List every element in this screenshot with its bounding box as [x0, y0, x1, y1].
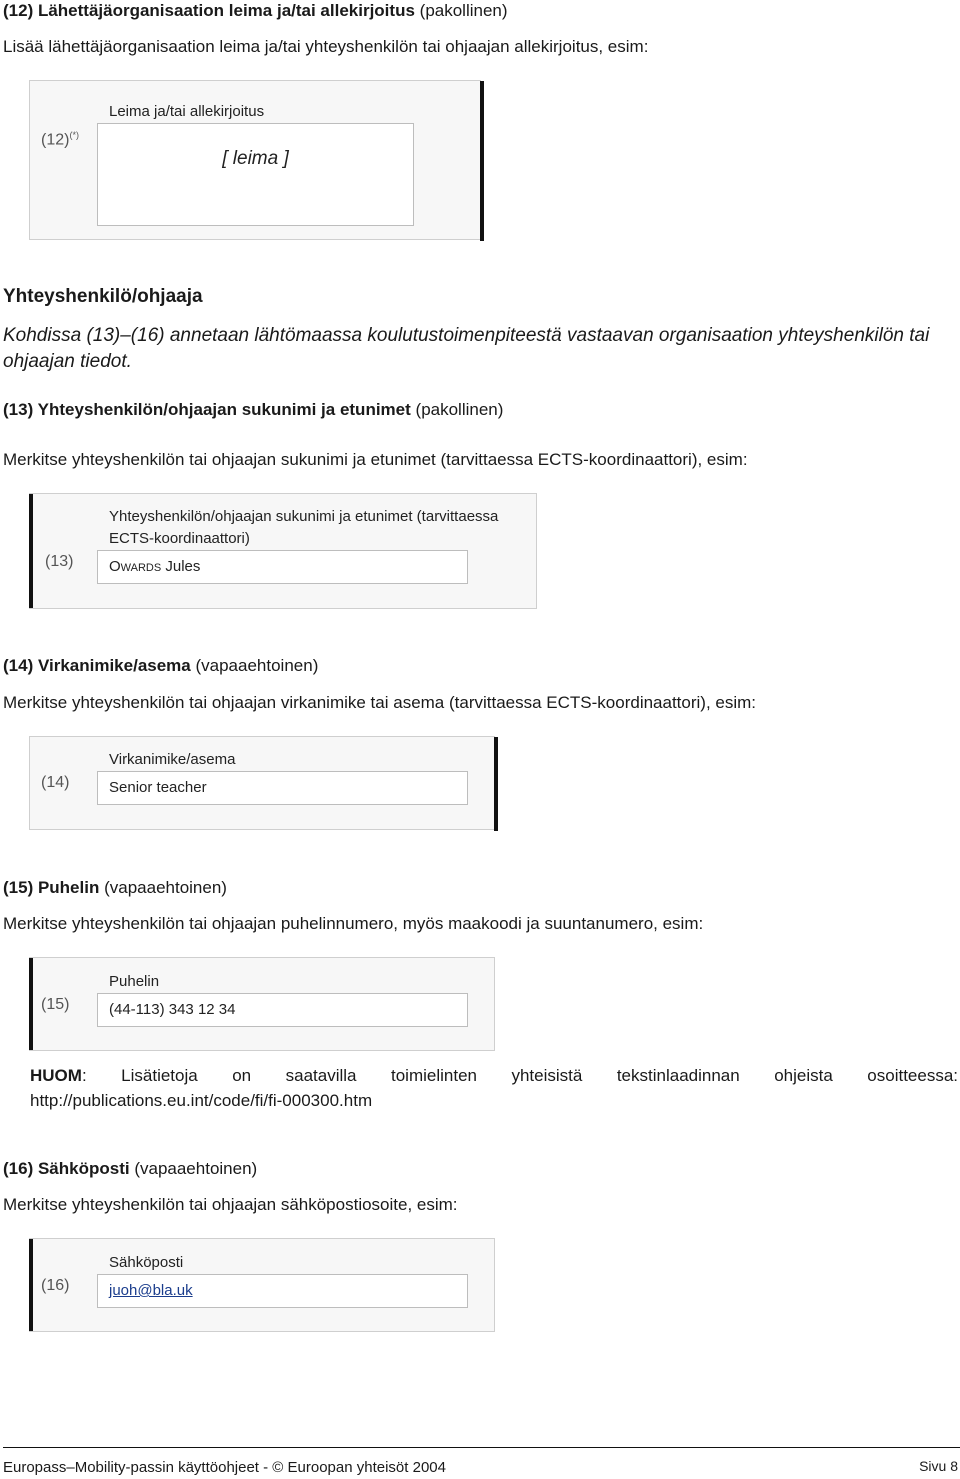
stamp-field-value: [ leima ] — [222, 148, 289, 169]
section-13-instruction: Merkitse yhteyshenkilön tai ohjaajan sukunimi ja etunimet (tarvittaessa ECTS-koordinaattori), esim: — [3, 450, 748, 469]
section-13-status: (pakollinen) — [415, 400, 504, 419]
contact-name-value: OWARDS Jules — [109, 558, 201, 575]
phone-field-label: Puhelin — [109, 973, 160, 990]
section-15-status: (vapaaehtoinen) — [104, 878, 227, 897]
note-url[interactable]: http://publications.eu.int/code/fi/fi-000300.htm — [30, 1091, 373, 1110]
section-16-title: (16) Sähköposti — [3, 1159, 130, 1178]
job-title-value: Senior teacher — [109, 779, 207, 796]
section-12-heading — [3, 1, 508, 21]
job-title-field[interactable] — [97, 771, 468, 805]
contact-name-example-box — [29, 493, 537, 609]
section-16-instruction: Merkitse yhteyshenkilön tai ohjaajan sähköpostiosoite, esim: — [3, 1195, 458, 1214]
box-number-14: (14) — [41, 774, 70, 791]
section-12-status: (pakollinen) — [419, 1, 508, 20]
section-12-title: (12) Lähettäjäorganisaation leima ja/tai allekirjoitus — [3, 1, 415, 20]
stamp-example-box — [29, 80, 481, 240]
section-14-heading — [3, 656, 318, 676]
stamp-field-label: Leima ja/tai allekirjoitus — [109, 103, 265, 120]
footer-right: Sivu 8 — [919, 1458, 958, 1474]
job-title-example-box — [29, 736, 495, 830]
phone-field[interactable] — [97, 993, 468, 1027]
box-number-12: (12)(*) — [41, 130, 79, 149]
contact-intro-line1: Kohdissa (13)–(16) annetaan lähtömaassa koulutustoimenpiteestä vastaavan organisaation yhteyshenkilön tai — [3, 325, 930, 346]
box-border-right — [480, 81, 484, 241]
phone-value: (44-113) 343 12 34 — [109, 1001, 236, 1018]
box-border-right — [494, 737, 498, 831]
phone-example-box — [29, 957, 495, 1051]
note-line — [30, 1066, 958, 1086]
contact-name-field-label-line2: ECTS-koordinaattori) — [109, 530, 250, 547]
email-value[interactable]: juoh@bla.uk — [109, 1282, 193, 1299]
section-16-status: (vapaaehtoinen) — [134, 1159, 258, 1178]
email-example-box — [29, 1238, 495, 1332]
section-16-heading — [3, 1159, 257, 1179]
contact-name-field-label-line1: Yhteyshenkilön/ohjaajan sukunimi ja etunimet (tarvittaessa — [109, 508, 499, 525]
job-title-field-label: Virkanimike/asema — [109, 751, 236, 768]
section-12-instruction: Lisää lähettäjäorganisaation leima ja/tai yhteyshenkilön tai ohjaajan allekirjoitus, esim: — [3, 37, 649, 56]
note-text: : Lisätietoja on saatavilla toimielinten yhteisistä tekstinlaadinnan ohjeista osoitteessa: — [81, 1066, 958, 1085]
contact-name-field[interactable] — [97, 550, 468, 584]
section-15-instruction: Merkitse yhteyshenkilön tai ohjaajan puhelinnumero, myös maakoodi ja suuntanumero, esim: — [3, 914, 704, 933]
note-label: HUOM — [30, 1066, 82, 1085]
section-15-title: (15) Puhelin — [3, 878, 100, 897]
box-border-left — [29, 1239, 33, 1331]
stamp-field[interactable] — [97, 123, 414, 226]
email-field[interactable] — [97, 1274, 468, 1308]
footer-divider — [3, 1447, 960, 1448]
footer-left: Europass–Mobility-passin käyttöohjeet - © Euroopan yhteisöt 2004 — [3, 1459, 446, 1476]
box-number-13: (13) — [45, 553, 74, 570]
contact-intro-line2: ohjaajan tiedot. — [3, 351, 132, 372]
box-number-16: (16) — [41, 1277, 70, 1294]
box-border-left — [29, 958, 33, 1050]
section-13-title: (13) Yhteyshenkilön/ohjaajan sukunimi ja etunimet — [3, 400, 411, 419]
box-border-left — [29, 494, 33, 608]
section-14-instruction: Merkitse yhteyshenkilön tai ohjaajan virkanimike tai asema (tarvittaessa ECTS-koordinaattori), esim: — [3, 693, 757, 712]
section-15-heading — [3, 878, 227, 898]
email-field-label: Sähköposti — [109, 1254, 184, 1271]
section-13-heading — [3, 400, 503, 420]
section-14-title: (14) Virkanimike/asema — [3, 656, 191, 675]
box-number-15: (15) — [41, 996, 70, 1013]
section-14-status: (vapaaehtoinen) — [195, 656, 319, 675]
contact-heading: Yhteyshenkilö/ohjaaja — [3, 286, 203, 307]
